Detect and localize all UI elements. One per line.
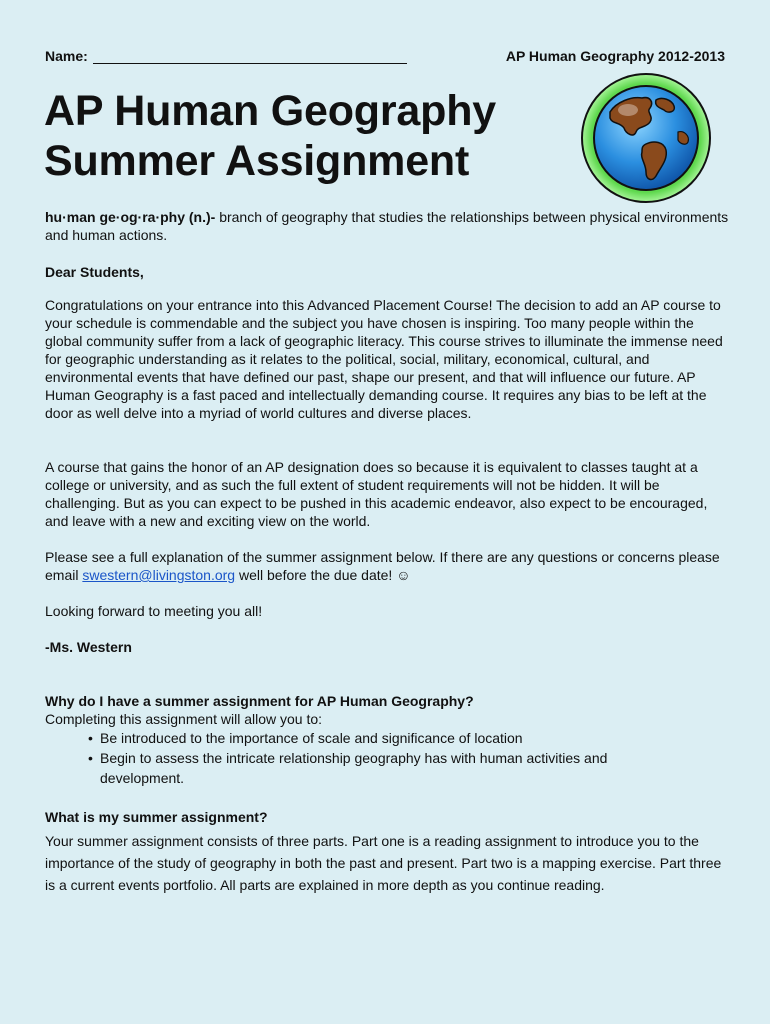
letter-greeting: Dear Students, (45, 264, 144, 280)
email-link[interactable]: swestern@livingston.org (82, 567, 236, 583)
globe-icon (580, 72, 712, 204)
list-item: • Be introduced to the importance of scale and significance of location (88, 728, 688, 748)
page-title (44, 86, 496, 186)
course-year-label: AP Human Geography 2012-2013 (505, 48, 725, 64)
why-section-intro: Completing this assignment will allow you to: (45, 711, 323, 727)
list-item: • Begin to assess the intricate relationship geography has with human activities and development. (88, 748, 688, 788)
letter-paragraph-1: Congratulations on your entrance into this Advanced Placement Course! The decision to add an AP course to your schedule is commendable and the subject you have chosen is inspiring. Too many people within the global community suffer from a lack of geographic literacy. This course strives to illuminate the immense need for geographic understanding as it relates to the political, social, military, economical, cultural, and environmental events that have defined our past, shape our present, and that will influence our future. AP Human Geography is a fast paced and intellectually demanding course. It requires any bias to be left at the door as well delve into a myriad of world cultures and diverse places. (45, 297, 723, 421)
definition (45, 208, 730, 244)
name-label: Name: (45, 48, 88, 64)
letter-paragraph-3 (45, 548, 730, 584)
why-bullet-list (88, 728, 688, 788)
definition-text: branch of geography that studies the relationships between physical environments and human actions. (45, 209, 729, 243)
title-line-1: AP Human Geography (44, 87, 496, 135)
paragraph-3-end: well before the due date! ☺ (235, 567, 411, 583)
name-blank-line (93, 63, 407, 64)
what-section-heading: What is my summer assignment? (45, 809, 268, 825)
letter-paragraph-2: A course that gains the honor of an AP designation does so because it is equivalent to classes taught at a college or university, and as such the full extent of student requirements will not be hidden. It will be challenging. But as you can expect to be pushed in this academic endeavor, also expect to be encouraged, and leave with a new and exciting view on the world. (45, 459, 708, 529)
letter-signature: -Ms. Western (45, 639, 132, 655)
what-section-body: Your summer assignment consists of three parts. Part one is a reading assignment to introduce you to the importance of the study of geography in both the past and present. Part two is a mapping exercise. Part three is a current events portfolio. All parts are explained in more depth as you continue reading. (45, 833, 722, 893)
paragraph-3-text: Please see a full explanation of the summer assignment below. If there are any questions or concerns please email (45, 549, 720, 583)
title-line-2: Summer Assignment (44, 137, 470, 185)
definition-term: hu·man ge·og·ra·phy (n.)- (45, 209, 216, 225)
why-section-heading: Why do I have a summer assignment for AP Human Geography? (45, 693, 474, 709)
letter-closing: Looking forward to meeting you all! (45, 603, 263, 619)
